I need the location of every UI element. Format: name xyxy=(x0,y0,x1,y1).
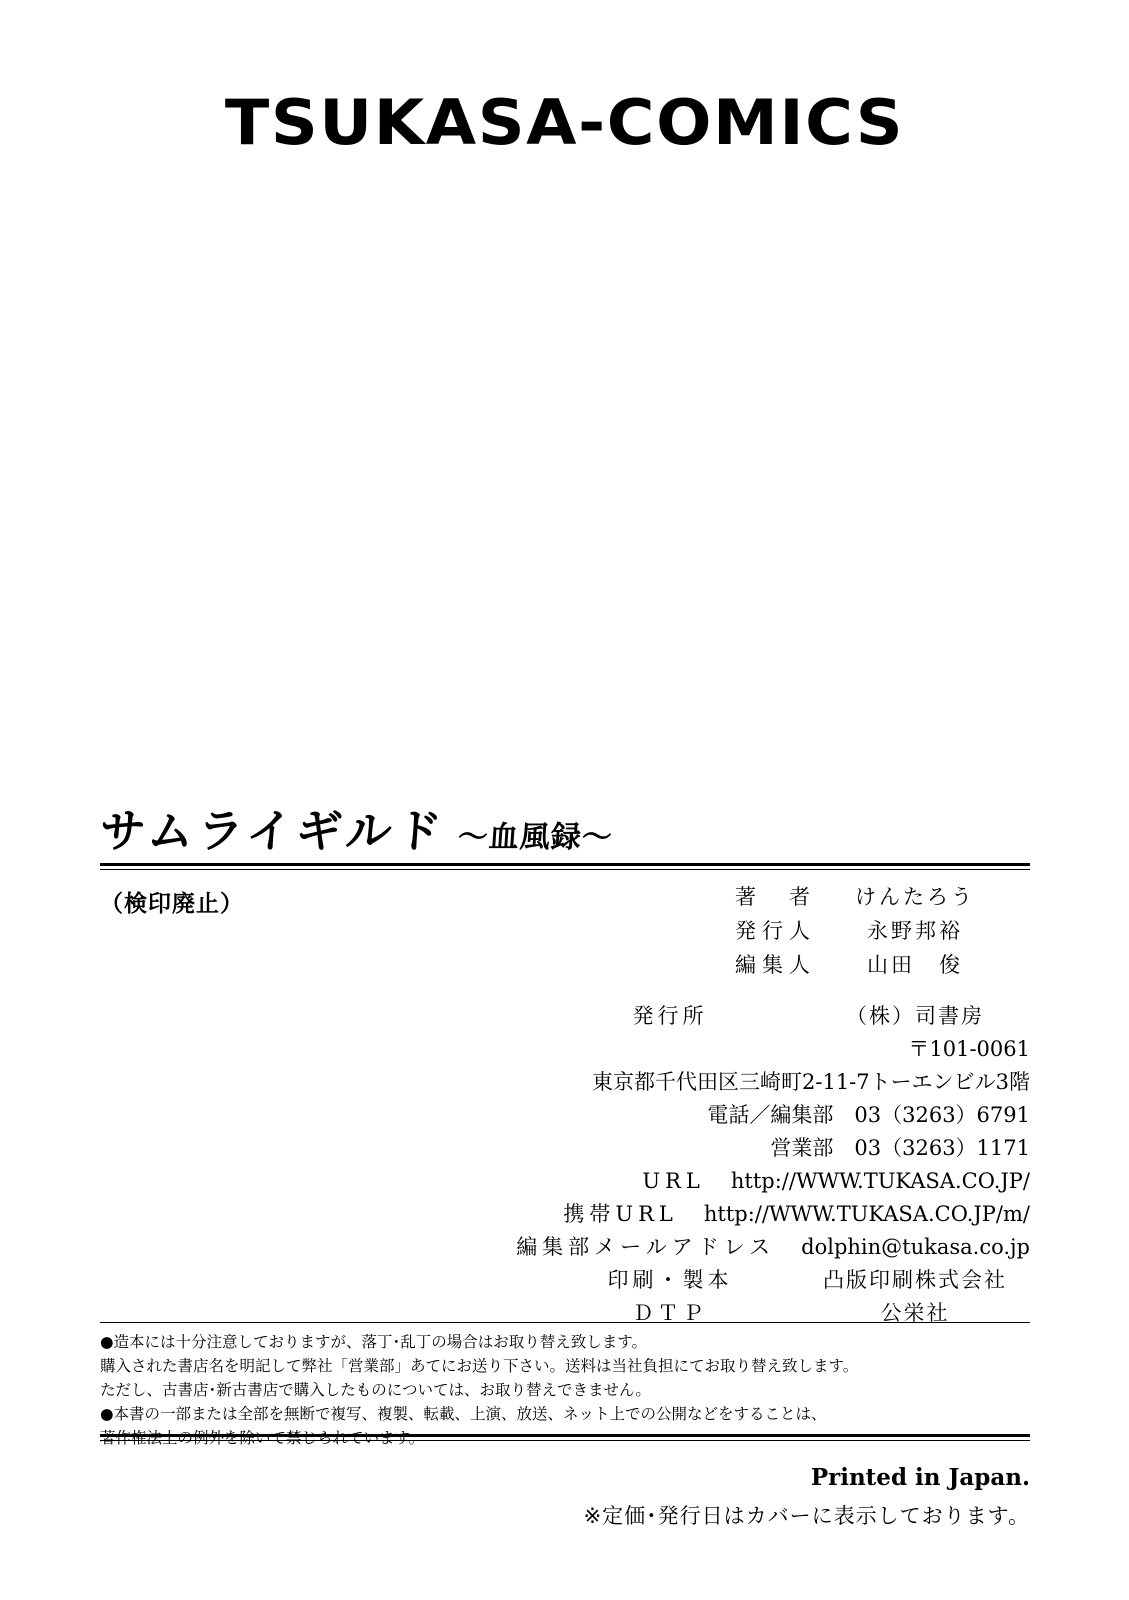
credit-label-author: 著 者 xyxy=(735,885,816,909)
divider-top xyxy=(100,863,1030,870)
notice-line: ただし、古書店･新古書店で購入したものについては、お取り替えできません。 xyxy=(100,1381,651,1399)
url-label: URL xyxy=(642,1169,705,1193)
credit-value-editor: 山田 俊 xyxy=(867,953,963,977)
book-title-block xyxy=(97,795,1030,861)
credits-list xyxy=(520,880,1030,982)
credit-value-author: けんたろう xyxy=(855,885,975,909)
publisher-url-row xyxy=(420,1165,1030,1198)
price-note: ※定価･発行日はカバーに表示しております。 xyxy=(583,1504,1030,1528)
dtp-value: 公栄社 xyxy=(880,1301,950,1325)
publisher-tel-sales: 営業部 03（3263）1171 xyxy=(770,1136,1030,1160)
notice-line: ●本書の一部または全部を無断で複写、複製、転載、上演、放送、ネット上での公開などをすることは、 xyxy=(100,1405,827,1423)
dtp-label: ＤＴＰ xyxy=(632,1301,708,1325)
notice-block xyxy=(100,1330,1030,1450)
imprint-logo: TSUKASA-COMICS xyxy=(224,86,905,159)
credit-row xyxy=(520,914,1030,948)
kenin-haishi-label: （検印廃止） xyxy=(100,891,244,917)
publisher-mail-row xyxy=(420,1231,1030,1264)
divider-footer-top xyxy=(100,1434,1030,1441)
credit-value-publisher-person: 永野邦裕 xyxy=(867,919,963,943)
publisher-mail[interactable]: dolphin@tukasa.co.jp xyxy=(801,1235,1030,1259)
printing-row xyxy=(420,1264,1030,1297)
credit-label-editor: 編集人 xyxy=(735,953,816,977)
notice-line: 著作権法上の例外を除いて禁じられています。 xyxy=(100,1429,425,1447)
credit-row xyxy=(520,948,1030,982)
notice-line: ●造本には十分注意しておりますが、落丁･乱丁の場合はお取り替え致します。 xyxy=(100,1333,648,1351)
publisher-mobile-url-row xyxy=(420,1198,1030,1231)
publisher-tel-editorial: 電話／編集部 03（3263）6791 xyxy=(707,1103,1030,1127)
divider-notice xyxy=(100,1322,1030,1323)
printing-value: 凸版印刷株式会社 xyxy=(823,1268,1007,1292)
publisher-label: 発行所 xyxy=(632,1004,708,1028)
credit-row xyxy=(520,880,1030,914)
mobile-url-label: 携帯URL xyxy=(563,1202,678,1226)
publisher-block xyxy=(420,1000,1030,1330)
publisher-postal: 〒101-0061 xyxy=(908,1037,1030,1061)
publisher-url[interactable]: http://WWW.TUKASA.CO.JP/ xyxy=(730,1169,1030,1193)
publisher-name-row xyxy=(420,1000,1030,1033)
dtp-row xyxy=(420,1297,1030,1330)
book-subtitle: ～血風録～ xyxy=(456,820,614,855)
mail-label: 編集部メールアドレス xyxy=(516,1235,776,1259)
printing-label: 印刷・製本 xyxy=(607,1268,733,1292)
publisher-address: 東京都千代田区三崎町2-11-7トーエンビル3階 xyxy=(592,1070,1030,1094)
printed-in-japan: Printed in Japan. xyxy=(810,1464,1030,1491)
notice-line: 購入された書店名を明記して弊社「営業部」あてにお送り下さい。送料は当社負担にてお取り替え致します。 xyxy=(100,1357,859,1375)
book-title: サムライギルド xyxy=(97,804,448,858)
credit-label-publisher-person: 発行人 xyxy=(735,919,816,943)
publisher-mobile-url[interactable]: http://WWW.TUKASA.CO.JP/m/ xyxy=(703,1202,1030,1226)
publisher-name: （株）司書房 xyxy=(846,1004,984,1028)
